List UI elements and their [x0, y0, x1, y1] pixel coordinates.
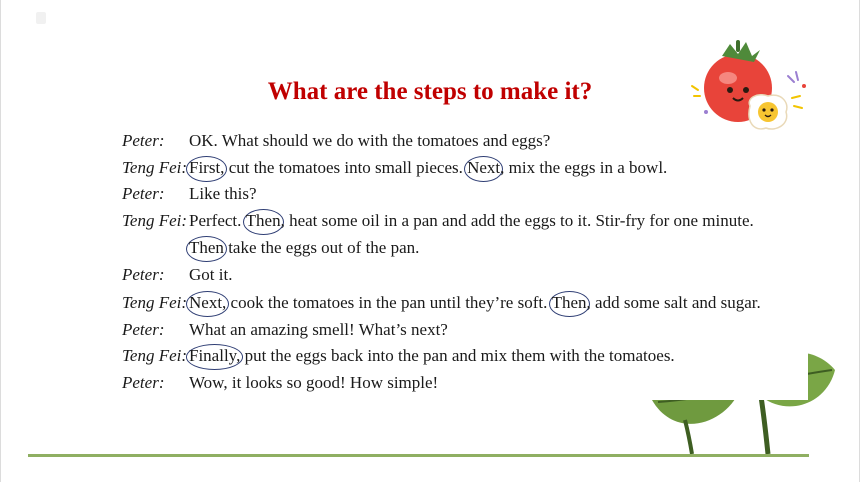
- speech-text: [189, 155, 667, 182]
- circled-signal-word: Then: [186, 236, 227, 262]
- speech-segment: Wow, it looks so good! How simple!: [189, 373, 439, 392]
- speaker-name: Teng Fei:: [122, 211, 188, 230]
- speech-segment: Perfect.: [189, 211, 246, 230]
- speech-text: [189, 343, 675, 370]
- speech-text: [189, 128, 550, 154]
- leaf-stem-2: [685, 420, 692, 454]
- speaker-name: Teng Fei:: [122, 346, 188, 365]
- speech-segment: cut the tomatoes into small pieces.: [224, 158, 468, 177]
- tomato-egg-mascot-icon: [688, 36, 818, 140]
- page-title: What are the steps to make it?: [267, 78, 593, 105]
- speech-segment: take the eggs out of the pan.: [223, 238, 420, 257]
- speech-text: [189, 370, 438, 396]
- circled-signal-word: Then: [243, 209, 284, 235]
- speaker-name: Peter:: [122, 265, 165, 284]
- speech-segment: Got it.: [189, 265, 233, 284]
- circled-signal-word: Next,: [186, 291, 229, 317]
- speech-segment: What an amazing smell! What’s next?: [189, 320, 448, 339]
- speech-segment: Like this?: [189, 184, 257, 203]
- speech-segment: OK. What should we do with the tomatoes and eggs?: [189, 131, 551, 150]
- speech-segment: cook the tomatoes in the pan until they’re soft.: [226, 293, 552, 312]
- circled-signal-word: Then: [549, 291, 590, 317]
- speech-segment: , add some salt and sugar.: [586, 293, 761, 312]
- speech-segment: , heat some oil in a pan and add the eggs to it. Stir-fry for one minute.: [280, 211, 754, 230]
- speech-text: [189, 290, 761, 317]
- speech-text: [189, 235, 419, 262]
- speech-text: [189, 181, 257, 207]
- speech-segment: put the eggs back into the pan and mix them with the tomatoes.: [240, 346, 675, 365]
- speaker-name: Peter:: [122, 131, 165, 150]
- circled-signal-word: Finally,: [186, 344, 243, 370]
- speech-text: [189, 262, 232, 288]
- speaker-name: Peter:: [122, 320, 165, 339]
- circled-signal-word: Next: [464, 156, 503, 182]
- speaker-name: Peter:: [122, 373, 165, 392]
- speaker-name: Teng Fei:: [122, 293, 188, 312]
- speaker-name: Peter:: [122, 184, 165, 203]
- speech-text: [189, 317, 448, 343]
- speaker-name: Teng Fei:: [122, 158, 188, 177]
- ground-line: [28, 454, 809, 457]
- speech-segment: , mix the eggs in a bowl.: [500, 158, 668, 177]
- speech-text: [189, 208, 754, 235]
- corner-mark: [36, 12, 46, 24]
- circled-signal-word: First,: [186, 156, 227, 182]
